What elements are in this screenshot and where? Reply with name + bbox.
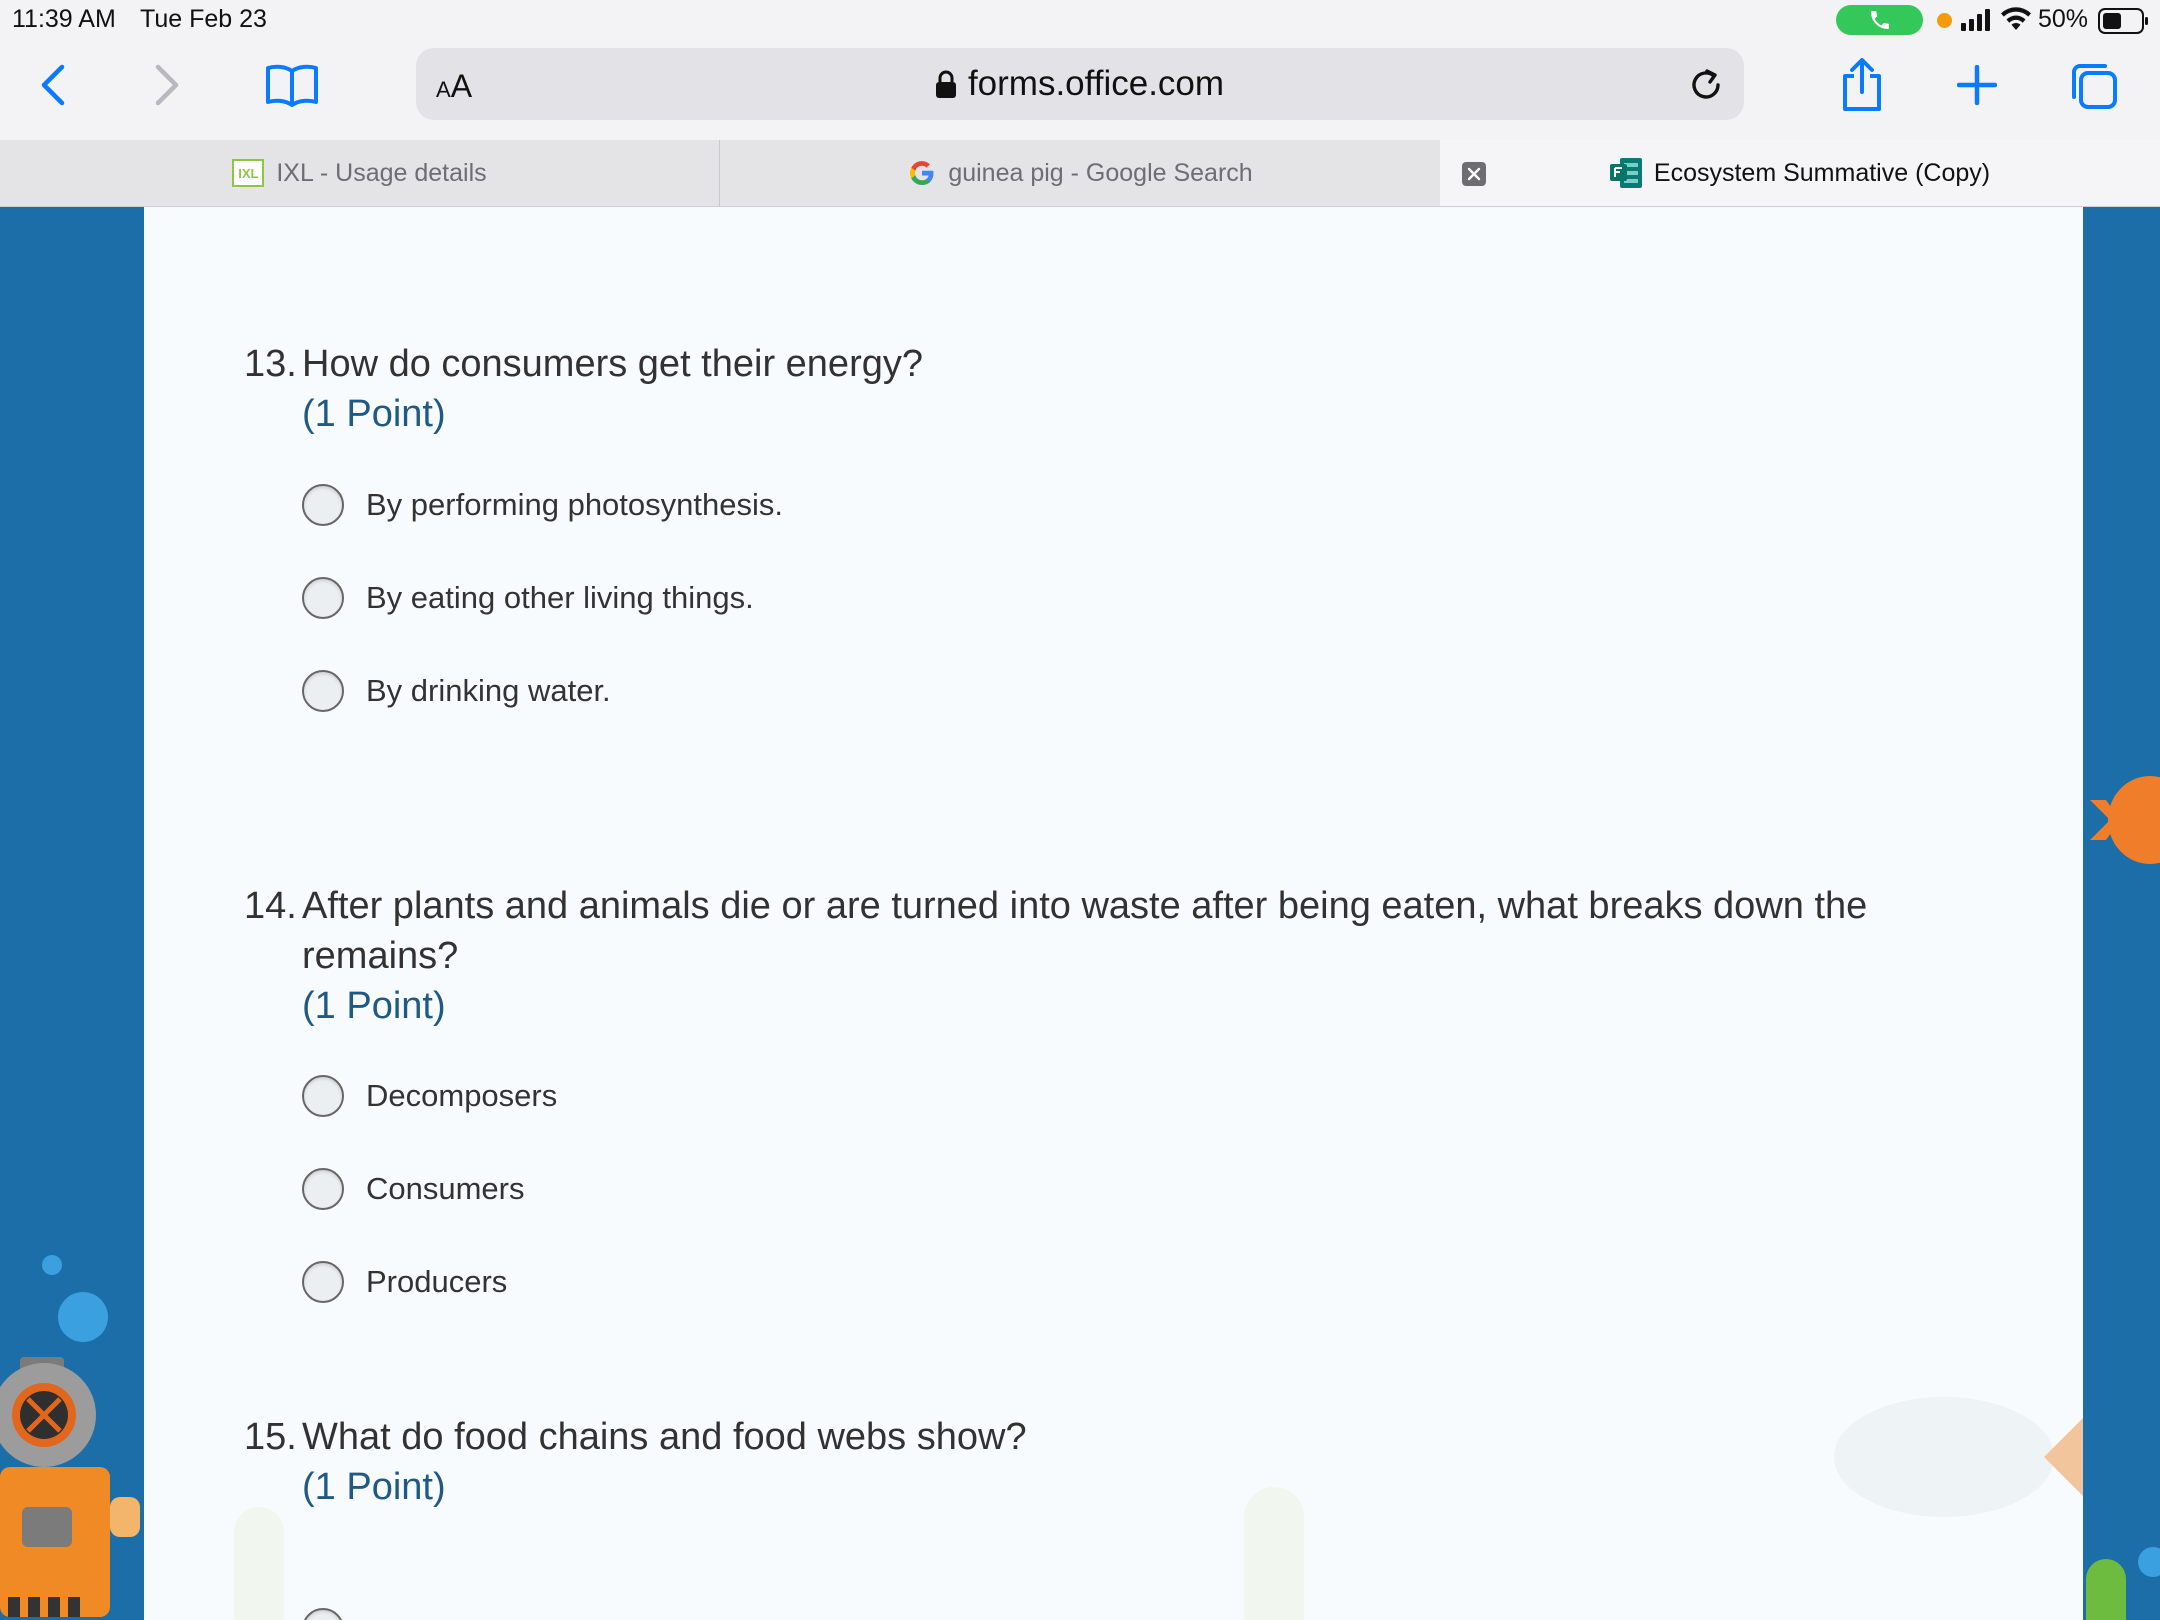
tab-overview-button[interactable] (2068, 60, 2120, 112)
option-label: By eating other living things. (366, 580, 754, 615)
question-text: After plants and animals die or are turned into waste after being eaten, what breaks down the remains? (302, 885, 1868, 977)
question-points: (1 Point) (302, 985, 446, 1027)
battery-icon (2098, 8, 2150, 34)
option-label: By performing photosynthesis. (366, 487, 783, 522)
reader-text-size-button[interactable] (436, 68, 472, 105)
text-size-large-label: A (450, 68, 473, 104)
seaweed-decoration (2086, 1559, 2126, 1620)
reload-icon[interactable] (1686, 65, 1726, 105)
status-time: 11:39 AM (12, 5, 116, 33)
bubble-decoration (2138, 1547, 2160, 1577)
chevron-right-icon (152, 63, 182, 107)
question-points: (1 Point) (302, 393, 446, 435)
battery-percent: 50% (2038, 5, 2089, 33)
bookmarks-button[interactable] (262, 58, 322, 112)
faint-seaweed-watermark (1244, 1487, 1304, 1620)
tab-strip (0, 140, 2160, 207)
question-number: 14. (244, 885, 297, 927)
answer-option[interactable] (302, 669, 611, 713)
tab-google-search[interactable] (721, 140, 1440, 206)
text-size-small-label: A (436, 77, 451, 102)
question-text: What do food chains and food webs show? (302, 1416, 1027, 1458)
radio-button[interactable] (302, 1261, 344, 1303)
option-label: Producers (366, 1264, 508, 1299)
faint-seaweed-watermark (234, 1507, 284, 1620)
share-button[interactable] (1836, 56, 1888, 114)
back-button[interactable] (28, 60, 78, 110)
book-icon (265, 63, 319, 107)
chevron-left-icon (38, 63, 68, 107)
form-card (144, 207, 2083, 1620)
radio-button[interactable] (302, 670, 344, 712)
answer-option[interactable] (302, 1074, 557, 1118)
call-indicator[interactable] (1836, 5, 1923, 35)
radio-button[interactable] (302, 1075, 344, 1117)
question-title (244, 339, 1962, 389)
url-display (416, 48, 1744, 120)
cellular-signal-icon (1961, 9, 1993, 31)
question-number: 13. (244, 343, 297, 385)
bubble-decoration (58, 1292, 108, 1342)
option-label: By drinking water. (366, 673, 611, 708)
answer-option[interactable] (302, 1260, 507, 1304)
option-label: Consumers (366, 1171, 525, 1206)
question-number: 15. (244, 1416, 297, 1458)
mic-in-use-dot (1937, 13, 1952, 28)
diver-illustration (0, 1357, 144, 1620)
option-label: Decomposers (366, 1078, 558, 1113)
question-title (244, 1412, 1962, 1462)
phone-icon (1868, 8, 1892, 32)
new-tab-button[interactable] (1952, 60, 2002, 110)
address-bar[interactable] (416, 48, 1744, 120)
tabs-icon (2070, 62, 2118, 110)
question-points: (1 Point) (302, 1466, 446, 1508)
bubble-decoration (42, 1255, 62, 1275)
question-title (244, 881, 1962, 981)
radio-button[interactable] (302, 1168, 344, 1210)
lock-icon (936, 70, 956, 98)
radio-button[interactable] (302, 1608, 344, 1620)
share-icon (1840, 58, 1884, 112)
tab-ixl-usage[interactable] (0, 140, 720, 206)
url-text: forms.office.com (967, 64, 1225, 103)
status-bar (0, 0, 2160, 40)
radio-button[interactable] (302, 577, 344, 619)
close-tab-button[interactable] (1462, 162, 1486, 186)
close-icon (1467, 167, 1481, 181)
form-page (0, 207, 2160, 1620)
forward-button[interactable] (142, 60, 192, 110)
wifi-icon (2000, 6, 2032, 32)
fish-illustration (2090, 770, 2160, 870)
tab-label: IXL - Usage details (276, 158, 487, 187)
ixl-favicon: IXL (232, 159, 264, 187)
plus-icon (1957, 65, 1997, 105)
answer-option[interactable] (302, 1167, 525, 1211)
forms-icon (1610, 158, 1642, 188)
tab-ecosystem-summative[interactable] (1440, 140, 2160, 206)
tab-label: Ecosystem Summative (Copy) (1653, 158, 1991, 187)
status-date: Tue Feb 23 (140, 5, 267, 33)
tab-label: guinea pig - Google Search (948, 158, 1253, 187)
answer-option[interactable] (302, 576, 754, 620)
radio-button[interactable] (302, 484, 344, 526)
question-text: How do consumers get their energy? (302, 343, 923, 385)
browser-toolbar (0, 40, 2160, 140)
answer-option[interactable] (302, 1607, 344, 1620)
answer-option[interactable] (302, 483, 783, 527)
google-icon (908, 159, 936, 187)
